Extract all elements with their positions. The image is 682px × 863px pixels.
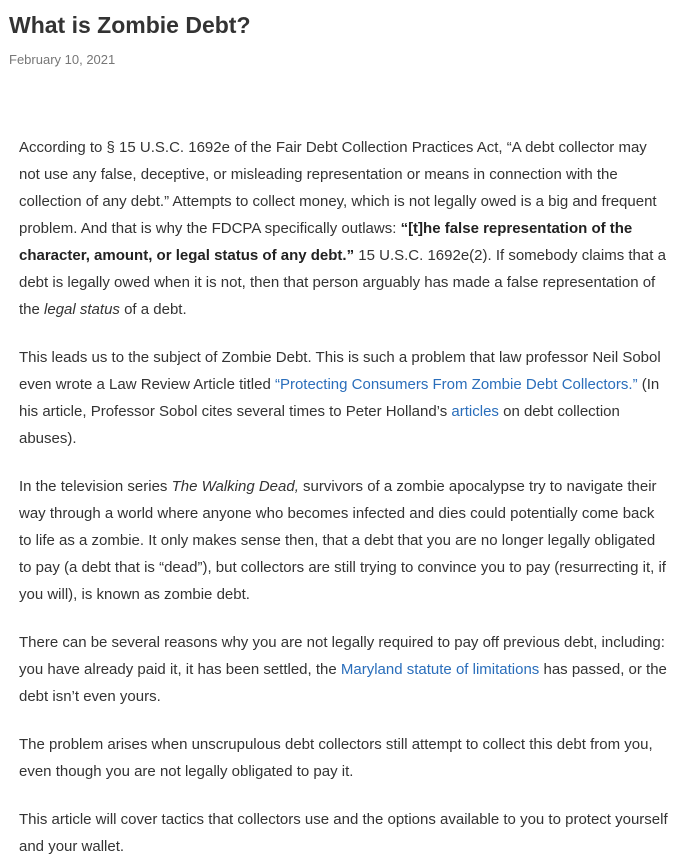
paragraph-6 (19, 806, 669, 860)
paragraph-3 (19, 473, 669, 608)
paragraph-3-text-a: In the television series (19, 478, 172, 495)
law-review-article-link[interactable]: “Protecting Consumers From Zombie Debt Collectors.” (274, 376, 638, 393)
paragraph-1 (19, 134, 669, 323)
paragraph-5-text: The problem arises when unscrupulous debt collectors still attempt to collect this debt from you, even though you are not legally obligated to pay it. (19, 736, 653, 780)
paragraph-2-text-c: on debt collection abuses). (19, 403, 620, 447)
paragraph-6-text: This article will cover tactics that collectors use and the options available to you to protect yourself and your wallet. (19, 811, 668, 855)
article-body (19, 134, 669, 863)
articles-link[interactable]: articles (451, 403, 499, 420)
paragraph-4 (19, 629, 669, 710)
paragraph-4-text-b: has passed, or the debt isn’t even yours. (19, 661, 667, 705)
paragraph-1-italic: legal status (44, 301, 120, 318)
paragraph-3-text-b: survivors of a zombie apocalypse try to navigate their way through a world where anyone who becomes infected and dies could potentially come back to life as a zombie. It only makes sense then, that a debt that you are no longer legally obligated to pay (a debt that is “dead”), but collectors are still trying to convince you to pay (resurrecting it, if you will), is known as zombie debt. (19, 478, 666, 603)
paragraph-1-text-b: 15 U.S.C. 1692e(2). If somebody claims that a debt is legally owed when it is not, then that person arguably has made a false representation of the (19, 247, 666, 318)
paragraph-1-text-a: According to § 15 U.S.C. 1692e of the Fair Debt Collection Practices Act, “A debt collector may not use any false, deceptive, or misleading representation or means in connection with the collection of any debt.” Attempts to collect money, which is not legally owed is a big and frequent problem. And that is why the FDCPA specifically outlaws: (19, 139, 657, 237)
paragraph-2-text-b: (In his article, Professor Sobol cites several times to Peter Holland’s (19, 376, 660, 420)
paragraph-2 (19, 344, 669, 452)
paragraph-5 (19, 731, 669, 785)
paragraph-1-text-c: of a debt. (119, 301, 187, 318)
page-title: What is Zombie Debt? (9, 12, 251, 38)
post-date: February 10, 2021 (9, 52, 116, 67)
statute-of-limitations-link[interactable]: Maryland statute of limitations (340, 661, 540, 678)
paragraph-1-bold-quote: “[t]he false representation of the character, amount, or legal status of any debt.” (19, 220, 633, 264)
paragraph-4-text-a: There can be several reasons why you are not legally required to pay off previous debt, including: you have already paid it, it has been settled, the (19, 634, 665, 678)
paragraph-2-text-a: This leads us to the subject of Zombie Debt. This is such a problem that law professor Neil Sobol even wrote a Law Review Article titled (19, 349, 661, 393)
paragraph-3-italic: The Walking Dead, (171, 478, 299, 495)
